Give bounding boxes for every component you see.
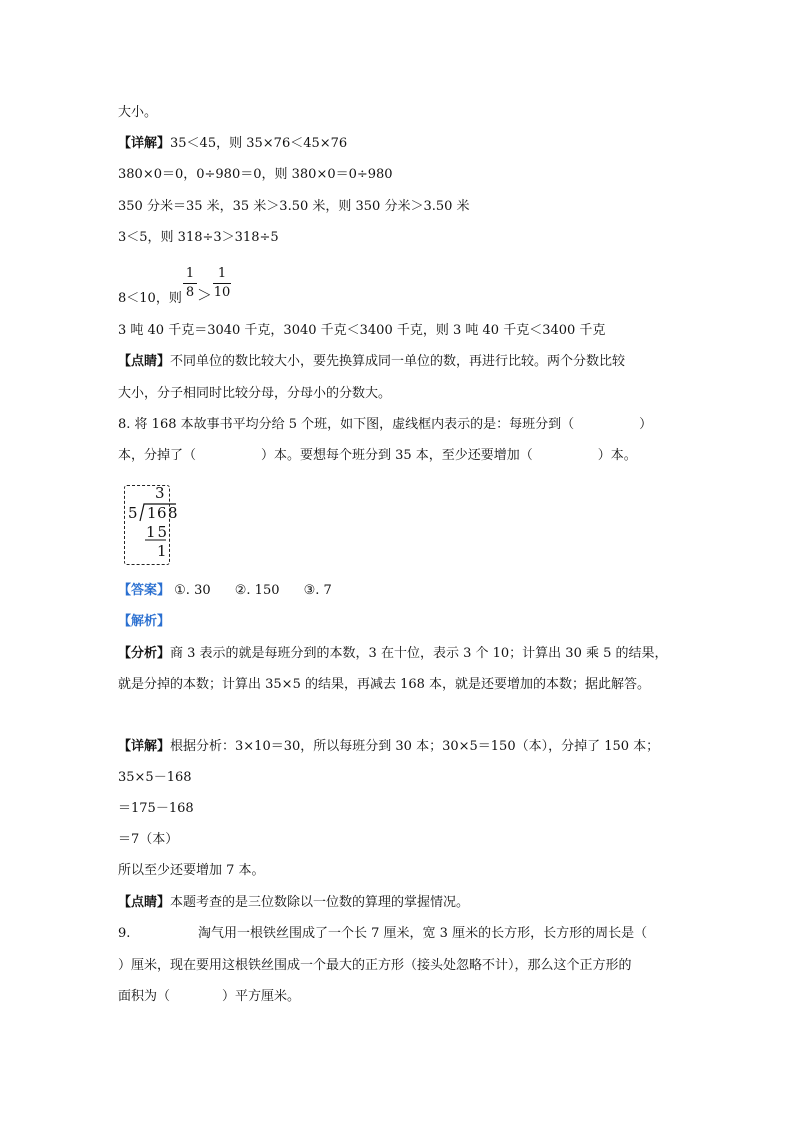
answer-item: ①. 30 [174,583,211,598]
text-line: 380×0＝0，0÷980＝0，则 380×0＝0÷980 [118,167,393,182]
fraction-numerator: 1 [217,266,227,281]
text-line: 所以至少还要增加 7 本。 [118,863,265,878]
section-tag: 【详解】 [118,136,171,151]
calc-line: 35×5－168 [118,770,192,785]
division-dividend-digit-3: 8 [168,504,178,522]
fraction-one-eighth [183,266,197,301]
division-dividend-digit-2: 6 [157,504,167,522]
division-remainder: 1 [157,542,167,560]
answer-tag: 【答案】 [118,583,171,598]
section-tag: 【详解】 [118,739,171,754]
division-product: 15 [146,523,170,541]
text-line [118,645,668,663]
question-9-line-1: 淘气用一根铁丝围成了一个长 7 厘米，宽 3 厘米的长方形，长方形的周长是（ [198,926,648,941]
text-line: 大小，分子相同时比较分母，分母小的分数大。 [118,386,392,401]
answer-item: ②. 150 [234,583,280,598]
greater-than-sign: ＞ [197,286,213,304]
calc-line: ＝7（本） [118,832,179,847]
answer-line [118,582,352,600]
fraction-denominator: 10 [213,285,231,300]
section-tag: 【点睛】 [118,895,171,910]
text-line: 就是分掉的本数；计算出 35×5 的结果，再减去 168 本，就是还要增加的本数；据此解答。 [118,677,651,692]
text-line: 大小。 [118,105,158,120]
text-span: 35＜45，则 35×76＜45×76 [170,136,348,151]
fraction-numerator: 1 [185,266,195,281]
question-9-line-3: 面积为（ ）平方厘米。 [118,989,301,1004]
fraction-denominator: 8 [185,285,195,300]
question-8-line-1: 8. 将 168 本故事书平均分给 5 个班，如下图，虚线框内表示的是：每班分到（ ） [118,417,653,432]
calc-line: ＝175－168 [118,801,194,816]
analysis-tag: 【解析】 [118,614,171,629]
question-9-number: 9. [118,926,131,941]
text-span: 本题考查的是三位数除以一位数的算理的掌握情况。 [170,895,470,910]
section-tag: 【点睛】 [118,354,171,369]
text-line: 350 分米＝35 米，35 米＞3.50 米，则 350 分米＞3.50 米 [118,199,470,214]
division-dividend-digit-1: 1 [147,504,157,522]
question-9-line-2: ）厘米，现在要用这根铁丝围成一个最大的正方形（接头处忽略不计），那么这个正方形的 [118,958,632,973]
division-quotient: 3 [155,484,165,502]
question-8-line-2: 本，分掉了（ ）本。要想每个班分到 35 本，至少还要增加（ ）本。 [118,448,637,463]
fraction-one-tenth [213,266,231,301]
answer-item: ③. 7 [303,583,332,598]
text-span: 商 3 表示的就是每班分到的本数，3 在十位，表示 3 个 10；计算出 30 乘 5 的结果， [170,646,668,661]
text-line: 8＜10，则 [118,291,182,306]
text-line: 3 吨 40 千克＝3040 千克，3040 千克＜3400 千克，则 3 吨 40 千克＜3400 千克 [118,323,606,338]
text-line: 3＜5，则 318÷3＞318÷5 [118,230,279,245]
section-tag: 【分析】 [118,646,171,661]
text-line [118,738,659,756]
text-span: 不同单位的数比较大小，要先换算成同一单位的数，再进行比较。两个分数比较 [170,354,626,369]
text-line [118,135,347,153]
text-span: 根据分析：3×10＝30，所以每班分到 30 本；30×5＝150（本），分掉了 150 本； [170,739,660,754]
division-divisor: 5 [128,504,138,522]
text-line [118,353,625,371]
text-line [118,894,469,912]
